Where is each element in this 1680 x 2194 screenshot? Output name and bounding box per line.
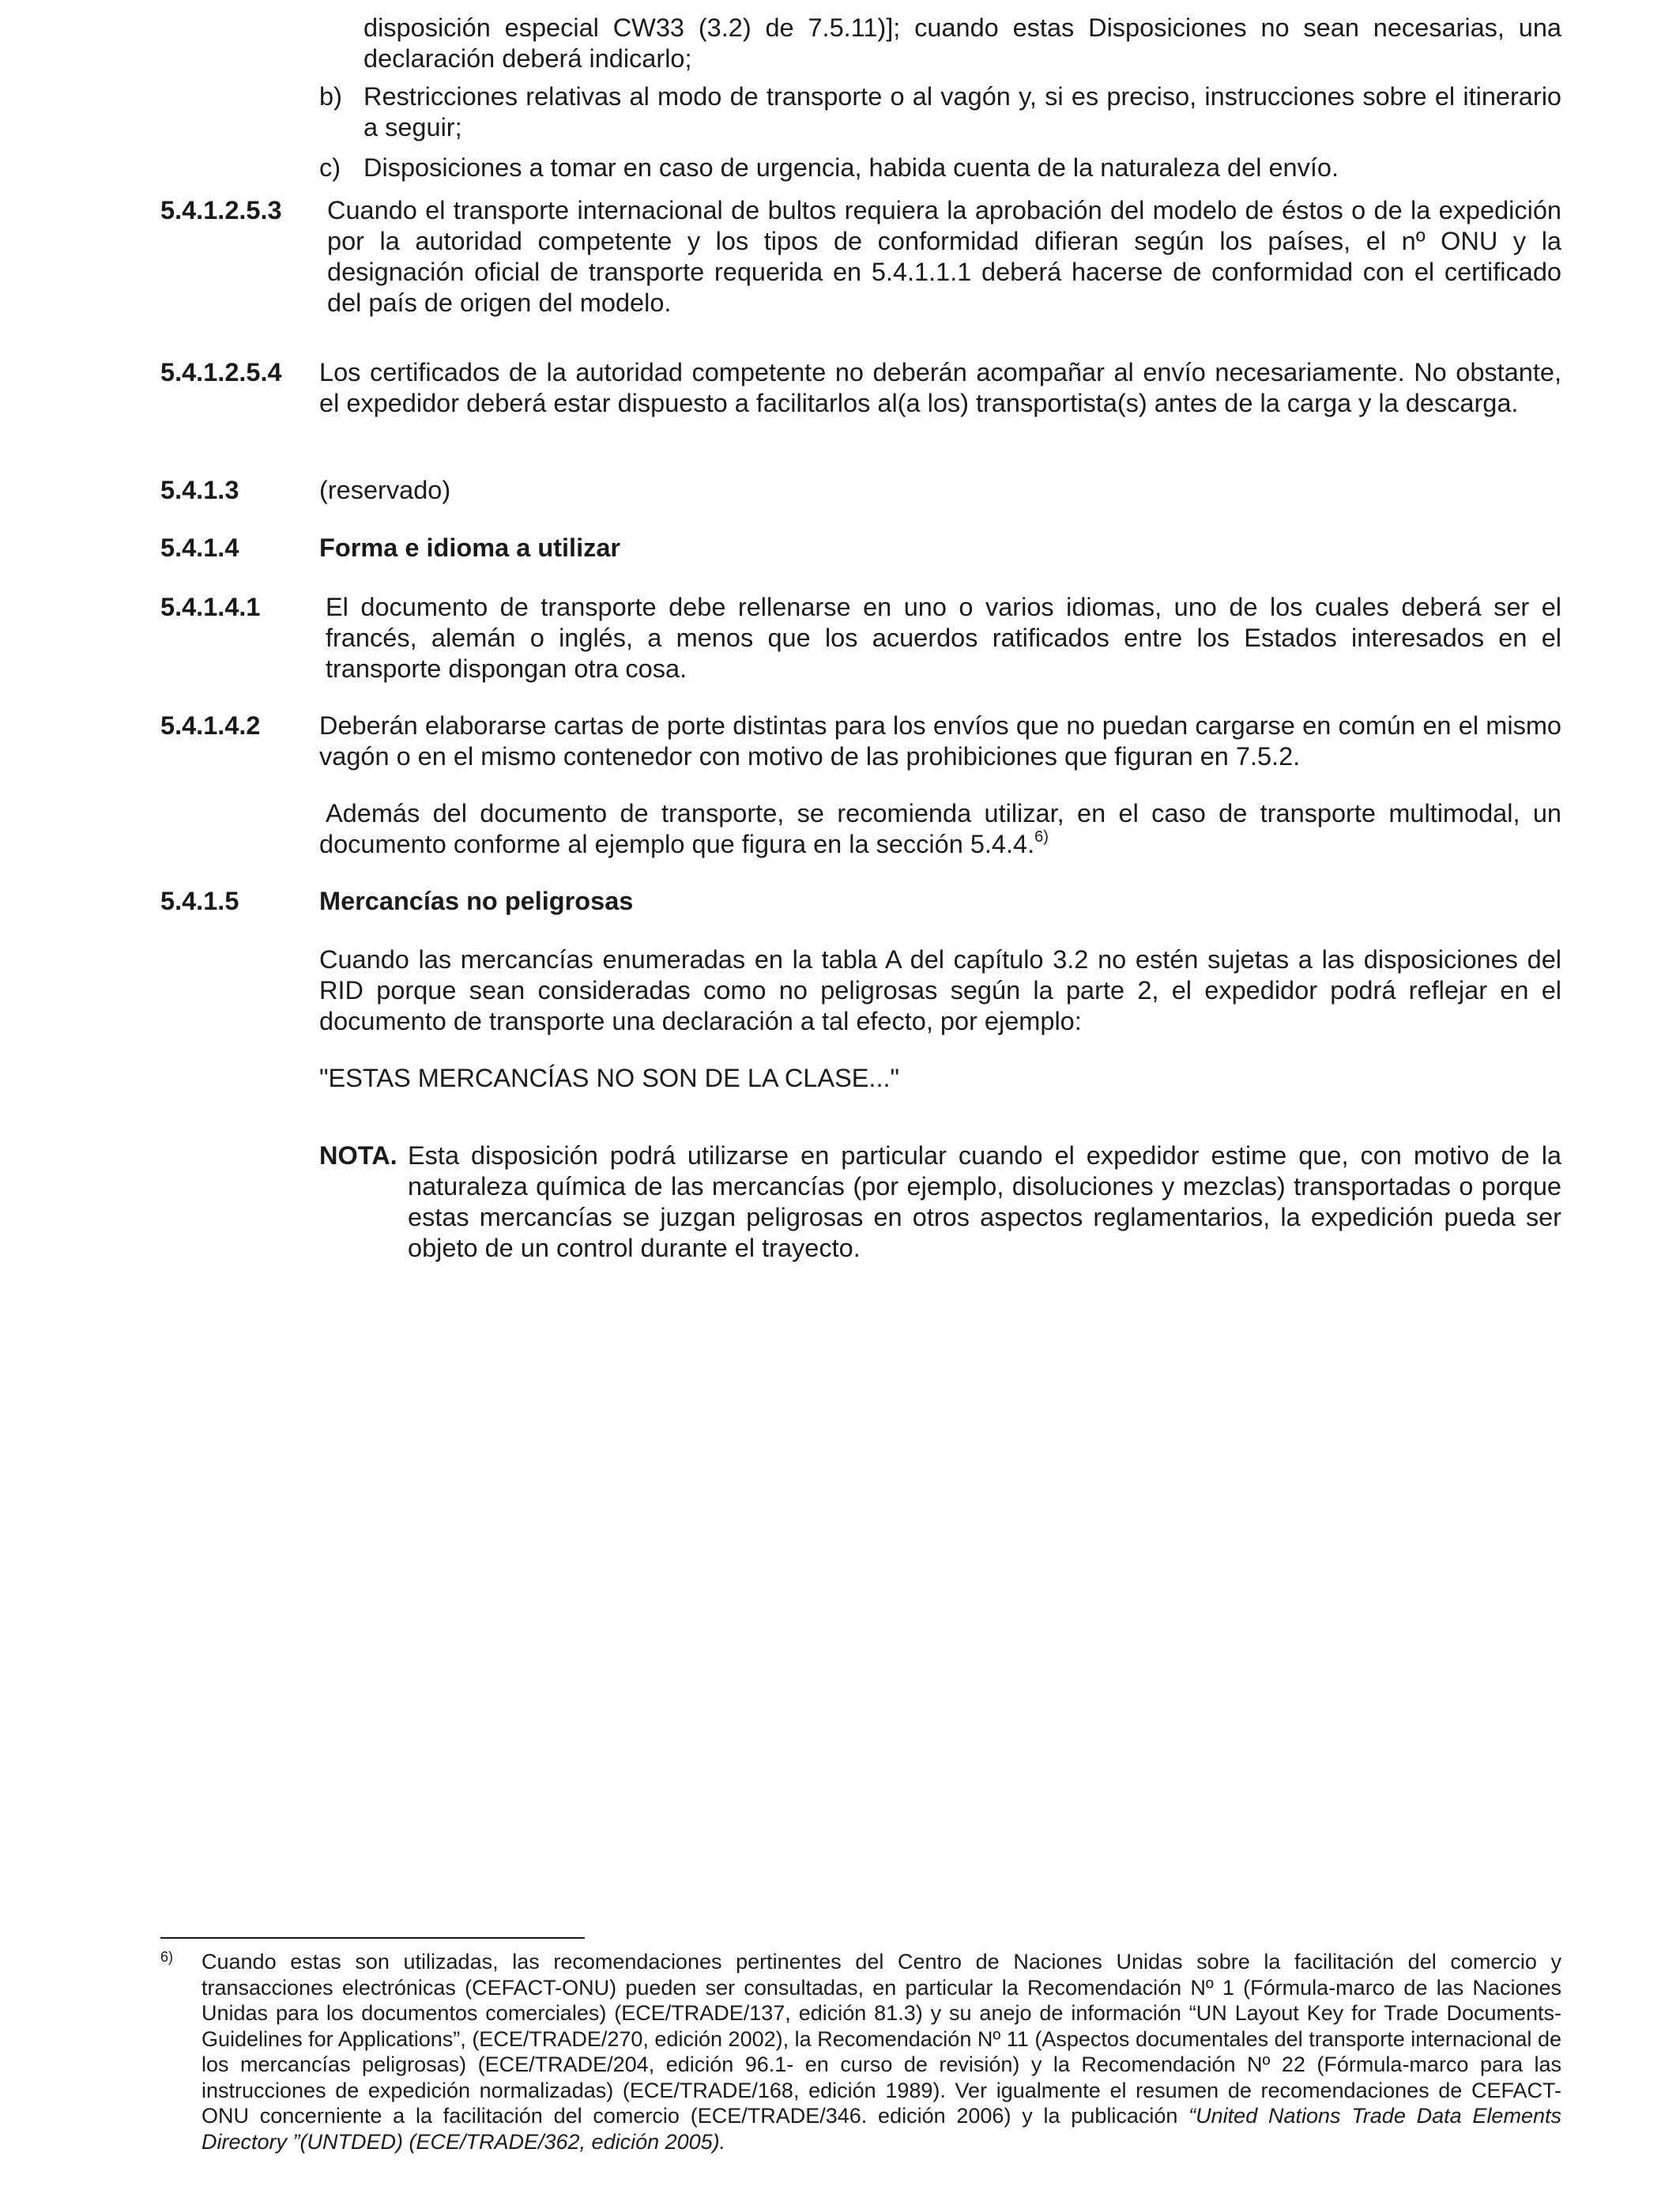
section-5-4-1-2-5-4: [160, 357, 1561, 419]
section-5-4-1-3: [160, 475, 1561, 506]
list-item-text: Disposiciones a tomar en caso de urgencia, habida cuenta de la naturaleza del envío.: [363, 153, 1339, 182]
section-5-4-1-4-2: [160, 711, 1561, 772]
footnote-publication: “United Nations Trade Data Elements Directory ”(UNTDED) (ECE/TRADE/362, edición 2005).: [202, 2104, 1561, 2154]
footnote-text: [202, 1949, 1561, 2154]
section-title: Mercancías no peligrosas: [319, 887, 634, 915]
list-item-c: [319, 153, 1561, 183]
section-text: Cuando el transporte internacional de bultos requiera la aprobación del modelo de éstos o de la expedición por la autoridad competente y los tipos de conformidad difieran según los países, el nº ONU y la designación oficial de transporte requerida en 5.4.1.1.1 deberá hacerse de conformidad con el certificado del país de origen del modelo.: [327, 196, 1561, 317]
section-number: 5.4.1.2.5.3: [160, 196, 282, 224]
section-text: El documento de transporte debe rellenarse en uno o varios idiomas, uno de los cuales deberá ser el francés, alemán o inglés, a menos que los acuerdos ratificados entre los Estados interesados en el transporte dispongan otra cosa.: [326, 593, 1561, 683]
section-5-4-1-4: [160, 533, 1561, 564]
footnote-reference: 6): [1034, 828, 1049, 846]
nota-label: NOTA.: [319, 1141, 397, 1170]
section-number: 5.4.1.4.2: [160, 711, 261, 740]
list-item-text: Restricciones relativas al modo de transporte o al vagón y, si es preciso, instrucciones sobre el itinerario a seguir;: [363, 82, 1561, 141]
section-5-4-1-4-1: [160, 592, 1561, 684]
section-number: 5.4.1.5: [160, 887, 239, 915]
continuation-text: disposición especial CW33 (3.2) de 7.5.11)]; cuando estas Disposiciones no sean necesarias, una declaración deberá indicarlo;: [363, 13, 1561, 73]
nota-text: Esta disposición podrá utilizarse en particular cuando el expedidor estime que, con motivo de la naturaleza química de las mercancías (por ejemplo, disoluciones y mezclas) transportadas o porque estas mercancías se juzgan peligrosas en otros aspectos reglamentarios, la expedición pueda ser objeto de un control durante el trayecto.: [408, 1141, 1561, 1262]
footnote-mark: 6): [160, 1949, 174, 1965]
no-peligrosas-paragraph: Cuando las mercancías enumeradas en la tabla A del capítulo 3.2 no estén sujetas a las disposiciones del RID porque sean consideradas como no peligrosas según la parte 2, el expedidor podrá reflejar en el documento de transporte una declaración a tal efecto, por ejemplo:: [319, 945, 1561, 1035]
multimodal-text: Además del documento de transporte, se recomienda utilizar, en el caso de transporte multimodal, un documento conforme al ejemplo que figura en la sección 5.4.4.: [319, 799, 1561, 858]
section-text: Deberán elaborarse cartas de porte distintas para los envíos que no puedan cargarse en común en el mismo vagón o en el mismo contenedor con motivo de las prohibiciones que figuran en 7.5.2.: [319, 711, 1561, 771]
footnote-body: Cuando estas son utilizadas, las recomendaciones pertinentes del Centro de Naciones Unidas sobre la facilitación del comercio y transacciones electrónicas (CEFACT-ONU) pueden ser consultadas, en particular la Recomendación Nº 1 (Fórmula-marco de las Naciones Unidas para los documentos comerciales) (ECE/TRADE/137, edición 81.3) y su anejo de información “UN Layout Key for Trade Documents- Guidelines for Applications”, (ECE/TRADE/270, edición 2002), la Recomendación Nº 11 (Aspectos documentales del transporte internacional de los mercancías peligrosas) (ECE/TRADE/204, edición 96.1- en curso de revisión) y la Recomendación Nº 22 (Fórmula-marco para las instrucciones de expedición normalizadas) (ECE/TRADE/168, edición 1989). Ver igualmente el resumen de recomendaciones de CEFACT-ONU concerniente a la facilitación del comercio (ECE/TRADE/346. edición 2006) y la publicación: [202, 1950, 1561, 2128]
section-5-4-1-5: [160, 886, 1561, 917]
section-text: Los certificados de la autoridad competente no deberán acompañar al envío necesariamente. No obstante, el expedidor deberá estar dispuesto a facilitarlos al(a los) transportista(s) antes de la carga y la descarga.: [319, 358, 1561, 417]
section-number: 5.4.1.3: [160, 476, 239, 504]
item-list: [319, 81, 1561, 183]
section-number: 5.4.1.2.5.4: [160, 358, 282, 386]
section-title: Forma e idioma a utilizar: [319, 533, 621, 562]
multimodal-paragraph: [319, 798, 1561, 860]
footnote: [160, 1949, 1561, 2154]
nota-block: [319, 1140, 1561, 1264]
list-item-label: b): [319, 82, 342, 111]
section-text: (reservado): [319, 476, 451, 504]
list-item-b: [319, 81, 1561, 143]
section-number: 5.4.1.4: [160, 533, 239, 562]
declaration-example: "ESTAS MERCANCÍAS NO SON DE LA CLASE...": [319, 1064, 900, 1092]
section-5-4-1-2-5-3: [160, 195, 1561, 319]
footnote-separator: [160, 1937, 585, 1939]
list-item-label: c): [319, 153, 341, 182]
section-number: 5.4.1.4.1: [160, 593, 261, 621]
